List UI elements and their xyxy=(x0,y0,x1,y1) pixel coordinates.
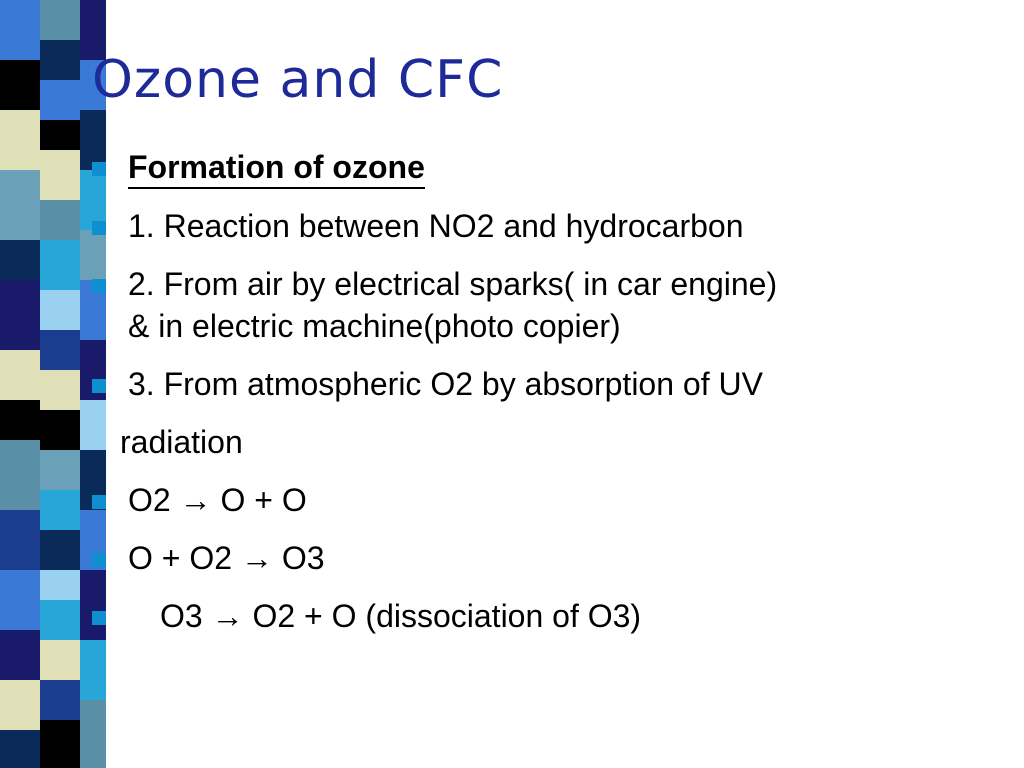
equation-text: O + O2 → O3 xyxy=(128,540,325,576)
bullet-item-2 xyxy=(88,263,988,347)
equation-text: O3 → O2 + O (dissociation of O3) xyxy=(160,598,642,634)
bullet-text-line1: 2. From air by electrical sparks( in car engine) xyxy=(128,266,778,302)
bullet-item-equation-1 xyxy=(88,479,988,521)
continuation-text: radiation xyxy=(120,424,243,460)
bullet-text: 3. From atmospheric O2 by absorption of UV xyxy=(128,366,763,402)
bullet-continuation xyxy=(88,421,988,463)
slide-title: Ozone and CFC xyxy=(92,50,504,110)
bullet-marker xyxy=(92,611,106,625)
bullet-marker xyxy=(92,379,106,393)
bullet-item-1 xyxy=(88,205,988,247)
bullet-text-line2: & in electric machine(photo copier) xyxy=(128,308,621,344)
bullet-marker xyxy=(92,221,106,235)
bullet-text: 1. Reaction between NO2 and hydrocarbon xyxy=(128,208,744,244)
stripe-column-2 xyxy=(40,0,80,768)
section-heading: Formation of ozone xyxy=(128,147,425,189)
stripe-column-1 xyxy=(0,0,40,768)
bullet-marker xyxy=(92,162,106,176)
bullet-item-equation-2 xyxy=(88,537,988,579)
bullet-item-heading xyxy=(88,146,988,189)
bullet-item-equation-3 xyxy=(88,595,988,637)
bullet-list xyxy=(88,146,988,653)
bullet-marker xyxy=(92,553,106,567)
bullet-marker xyxy=(92,279,106,293)
bullet-marker xyxy=(92,495,106,509)
equation-text: O2 → O + O xyxy=(128,482,307,518)
bullet-item-3 xyxy=(88,363,988,405)
